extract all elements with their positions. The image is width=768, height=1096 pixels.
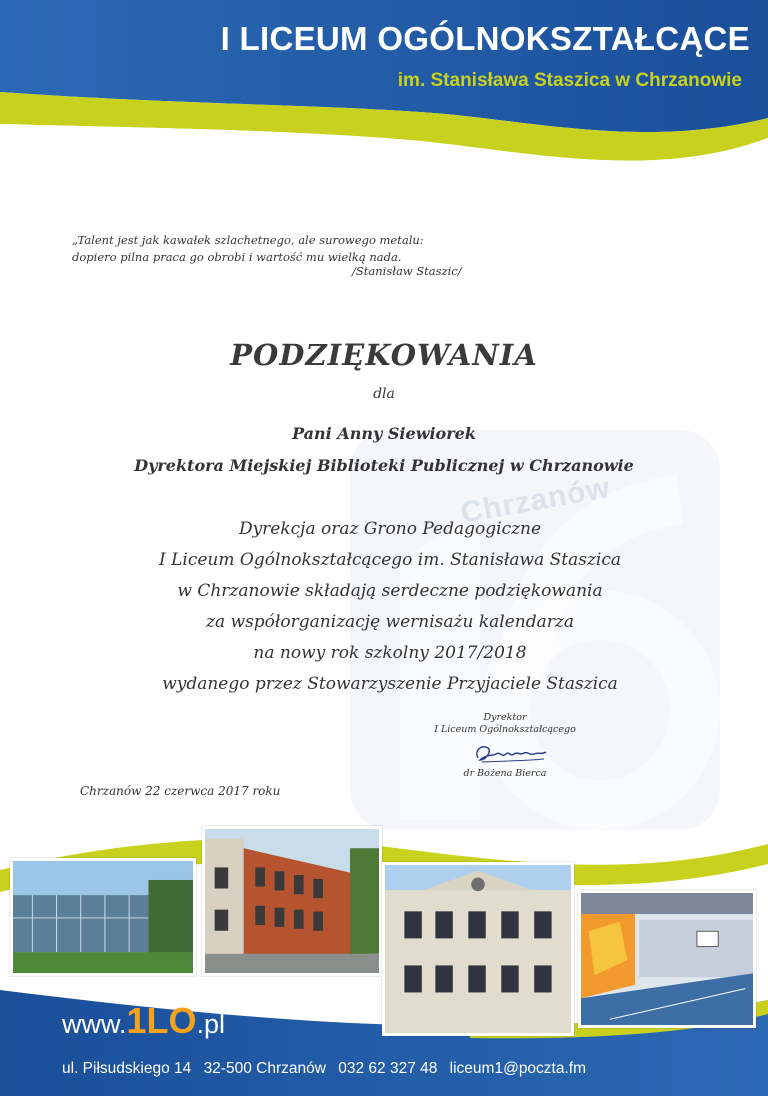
address-street: ul. Piłsudskiego 14 <box>62 1060 192 1077</box>
photo-sports-hall-interior <box>578 890 756 1028</box>
watermark-logo-label: Chrzanów <box>458 471 613 530</box>
contact-email[interactable]: liceum1@poczta.fm <box>449 1060 587 1077</box>
school-subtitle: im. Stanisława Staszica w Chrzanowie <box>397 70 742 91</box>
address-city: 32-500 Chrzanów <box>203 1060 326 1077</box>
quote <box>72 232 472 266</box>
issue-date: Chrzanów 22 czerwca 2017 roku <box>80 784 281 798</box>
body-line: za współorganizację wernisażu kalendarza <box>206 612 574 632</box>
certificate-title: PODZIĘKOWANIA <box>230 338 538 372</box>
body-line: I Liceum Ogólnokształcącego im. Stanisława Staszica <box>158 550 621 570</box>
photo-sports-hall-exterior <box>10 858 196 976</box>
school-name: I LICEUM OGÓLNOKSZTAŁCĄCE <box>220 20 750 57</box>
website-prefix: www. <box>62 1009 127 1039</box>
body-line: w Chrzanowie składają serdeczne podziękowania <box>177 581 603 601</box>
signature-title-line-1: Dyrektor <box>483 712 527 723</box>
signature-name: dr Bożena Bierca <box>463 768 547 779</box>
contact-phone: 032 62 327 48 <box>338 1060 438 1077</box>
certificate-for: dla <box>373 386 395 402</box>
quote-author: /Stanisław Staszic/ <box>352 264 462 278</box>
signature-title <box>430 712 580 736</box>
website-highlight: 1LO <box>126 1000 197 1041</box>
photo-school-building-brick <box>202 826 382 976</box>
body-line: wydanego przez Stowarzyszenie Przyjaciele Staszica <box>162 674 618 694</box>
contact-address <box>62 1060 594 1078</box>
recipient-name: Pani Anny Siewiorek <box>292 424 476 443</box>
photo-school-facade <box>382 862 574 1036</box>
website-link[interactable] <box>62 1000 225 1042</box>
certificate-body <box>60 514 720 700</box>
quote-line-1: „Talent jest jak kawałek szlachetnego, ale surowego metalu: <box>72 233 424 247</box>
handwritten-signature-icon <box>472 742 550 766</box>
signature-title-line-2: I Liceum Ogólnokształcącego <box>434 724 576 735</box>
body-line: Dyrekcja oraz Grono Pedagogiczne <box>238 519 542 539</box>
body-line: na nowy rok szkolny 2017/2018 <box>253 643 527 663</box>
quote-line-2: dopiero pilna praca go obrobi i wartość mu wielką nada. <box>72 250 402 264</box>
recipient-role: Dyrektora Miejskiej Biblioteki Publicznej w Chrzanowie <box>134 456 634 475</box>
website-suffix: .pl <box>196 1009 226 1039</box>
